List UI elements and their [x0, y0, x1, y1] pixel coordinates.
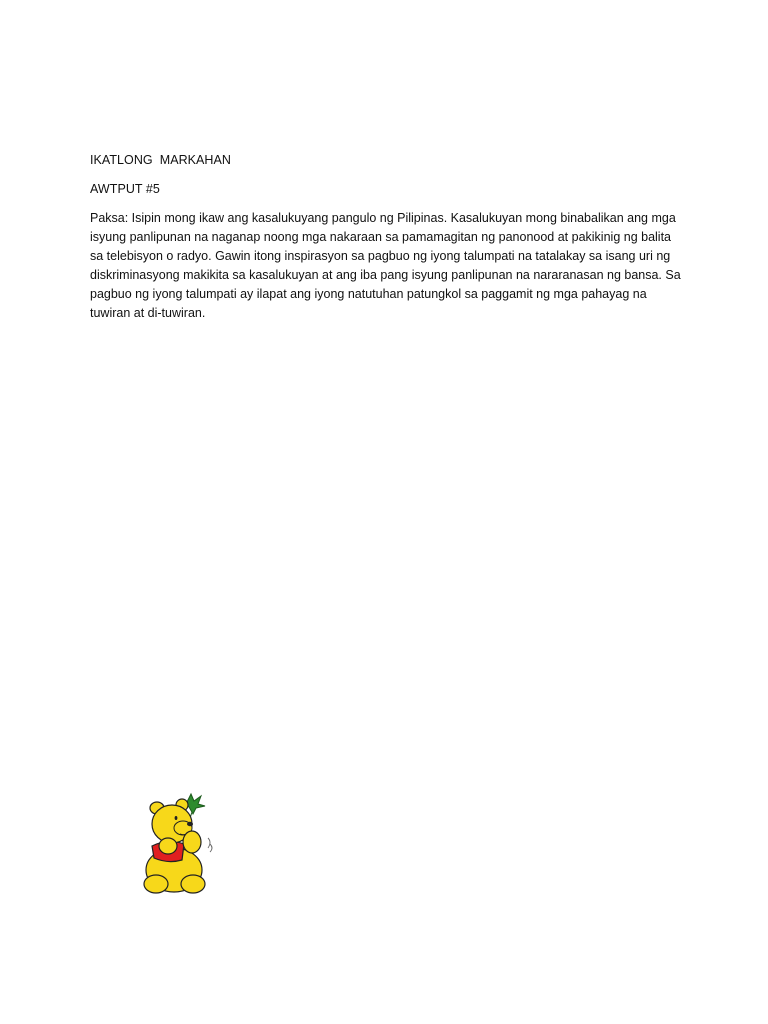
topic-line: diskriminasyong makikita sa kasalukuyan at ang iba pang isyung panlipunan na nararanasan ng bansa. Sa: [90, 268, 681, 282]
pooh-bear-icon: [138, 790, 218, 896]
topic-line: Paksa: Isipin mong ikaw ang kasalukuyang pangulo ng Pilipinas. Kasalukuyan mong binabalikan ang mga: [90, 211, 676, 225]
topic-line: tuwiran at di-tuwiran.: [90, 306, 206, 320]
topic-line: isyung panlipunan na naganap noong mga nakaraan sa pamamagitan ng panonood at pakikinig ng balita: [90, 230, 671, 244]
topic-line: sa telebisyon o radyo. Gawin itong inspirasyon sa pagbuo ng iyong talumpati na tatalakay sa isang uri ng: [90, 249, 671, 263]
topic-paragraph: [90, 209, 690, 323]
output-heading: AWTPUT #5: [90, 182, 160, 196]
quarter-heading: IKATLONG MARKAHAN: [90, 153, 231, 167]
topic-line: pagbuo ng iyong talumpati ay ilapat ang iyong natutuhan patungkol sa paggamit ng mga pahayag na: [90, 287, 647, 301]
